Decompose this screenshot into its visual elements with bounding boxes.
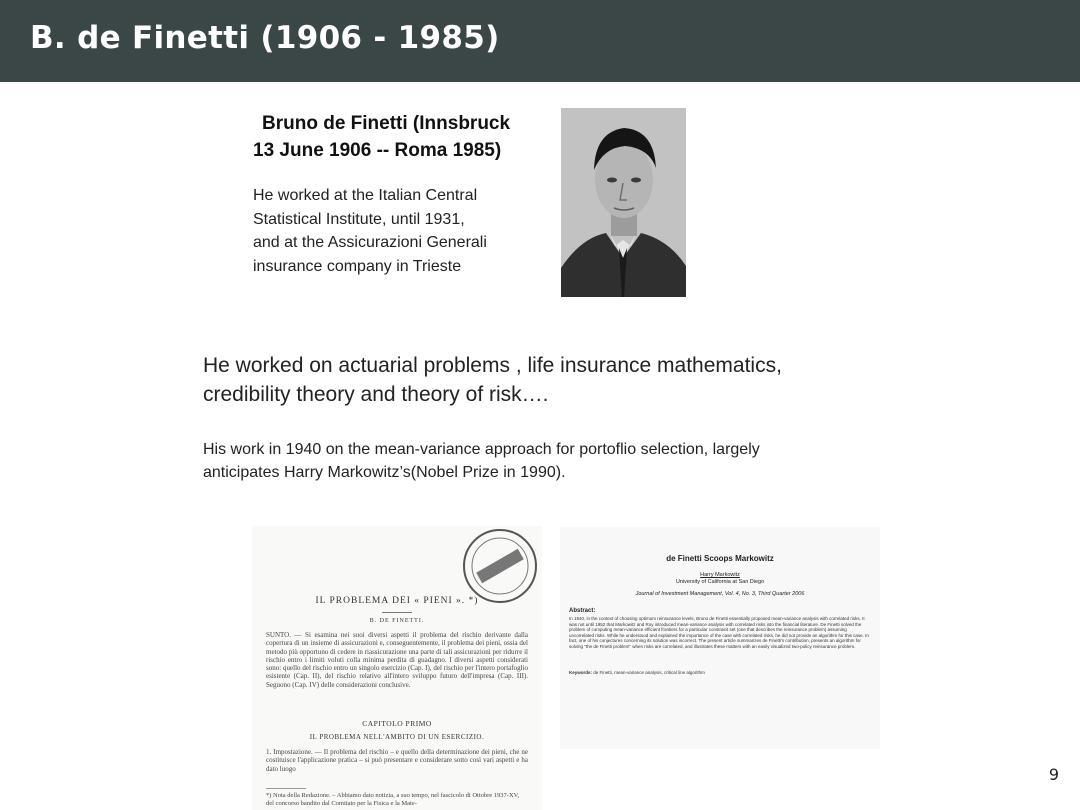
article-title: de Finetti Scoops Markowitz [666, 554, 774, 563]
work-paragraph-line: His work in 1940 on the mean-variance approach for portoflio selection, largely [203, 441, 760, 458]
article-affiliation: University of California at San Diego [675, 579, 765, 585]
main-paragraph-line: credibility theory and theory of risk…. [203, 383, 549, 406]
paper-footnote: *) Nota della Redazione. – Abbiamo dato notizia, a suo tempo, nel fascicolo di Ottobre 1937-XV, del concorso bandito dal Comitato per la Fisica e la Mate- [266, 792, 520, 807]
paper-excerpt-markowitz [560, 527, 880, 749]
abstract-label: Abstract: [569, 608, 596, 614]
page-number: 9 [1048, 765, 1059, 784]
bio-heading-line: Bruno de Finetti (Innsbruck [262, 113, 511, 134]
portrait-photo [561, 108, 686, 297]
keywords [569, 670, 705, 675]
bio-text-line: insurance company in Trieste [253, 257, 462, 275]
article-author: Harry Markowitz [700, 572, 740, 578]
bio-text-line: and at the Assicurazioni Generali [253, 234, 487, 251]
abstract-text: In 1940, in the context of choosing optimum reinsurance levels, Bruno de Finetti essentially proposed mean-variance analysis with correlated risks. It was not until 1952 that Markowitz and Roy introduced mean-variance analysis with correlated risks into the financial literature. De Finetti solved the problem of computing mean-variance efficient frontiers for a particular constraint set (one that describes the reinsurance problem) assuming uncorrelated risks. While he understood and explained the importance of the case with correlated risks, he did not provide an algorithm for this case. In fact, one of his conjectures concerning its solution was incorrect. The present article summarizes de Finetti's contribution, presents an algorithm for solving "the de Finetti problem" when risks are correlated, and illustrates these matters with an easily visualized two-policy reinsurance problem. [569, 616, 869, 649]
paper-summary: SUNTO. — Si esamina nei suoi diversi aspetti il problema del rischio derivante dalla copertura di un insieme di assicurazioni e, conseguentemente, il problema dei pieni, ossia del metodo più opportuno di cedere in riassicurazione una parte di tali assicurazioni per ridurre il rischio entro i limiti voluti colla minima perdita di guadagno. I diversi aspetti considerati sono: quello del rischio entro un singolo esercizio (Cap. I), del rischio per l'intero portafoglio esistente (Cap. II), del rischio relativo all'intero sviluppo futuro dell'impresa (Cap. III). Seguono (Cap. IV) delle considerazioni conclusive. [266, 631, 528, 689]
keywords-text: de Finetti, mean-variance analysis, critical line algorithm [593, 670, 705, 675]
title-rule [382, 612, 412, 613]
main-paragraph-line: He worked on actuarial problems , life insurance mathematics, [203, 354, 782, 377]
paper-title: IL PROBLEMA DEI « PIENI ». *) [315, 596, 479, 606]
paper-excerpt-il-problema [252, 526, 542, 810]
bio-heading-line: 13 June 1906 -- Roma 1985) [253, 140, 502, 161]
paper-author: B. DE FINETTI. [369, 618, 425, 624]
chapter-heading: CAPITOLO PRIMO [362, 719, 432, 728]
work-paragraph-line: anticipates Harry Markowitz’s(Nobel Prize in 1990). [203, 464, 566, 481]
article-journal: Journal of Investment Management, Vol. 4, No. 3, Third Quarter 2006 [635, 591, 805, 597]
chapter-subheading: IL PROBLEMA NELL'AMBITO DI UN ESERCIZIO. [309, 733, 485, 741]
bio-heading [253, 110, 543, 164]
keywords-label: Keywords: [569, 670, 593, 675]
footnote-rule [266, 788, 306, 789]
paper-paragraph: 1. Impostazione. — Il problema del rischio – e quello della determinazione dei pieni, che ne costituisce l'applicazione pratica – si può presentare e considerare sotto così vari aspetti e ha dato luogo [266, 748, 528, 773]
work-paragraph [203, 438, 903, 484]
bio-text [253, 184, 543, 278]
slide-header [0, 0, 1080, 82]
main-paragraph [203, 351, 883, 409]
slide-title: B. de Finetti (1906 - 1985) [30, 20, 500, 56]
bio-text-line: Statistical Institute, until 1931, [253, 210, 465, 228]
bio-text-line: He worked at the Italian Central [253, 187, 478, 204]
